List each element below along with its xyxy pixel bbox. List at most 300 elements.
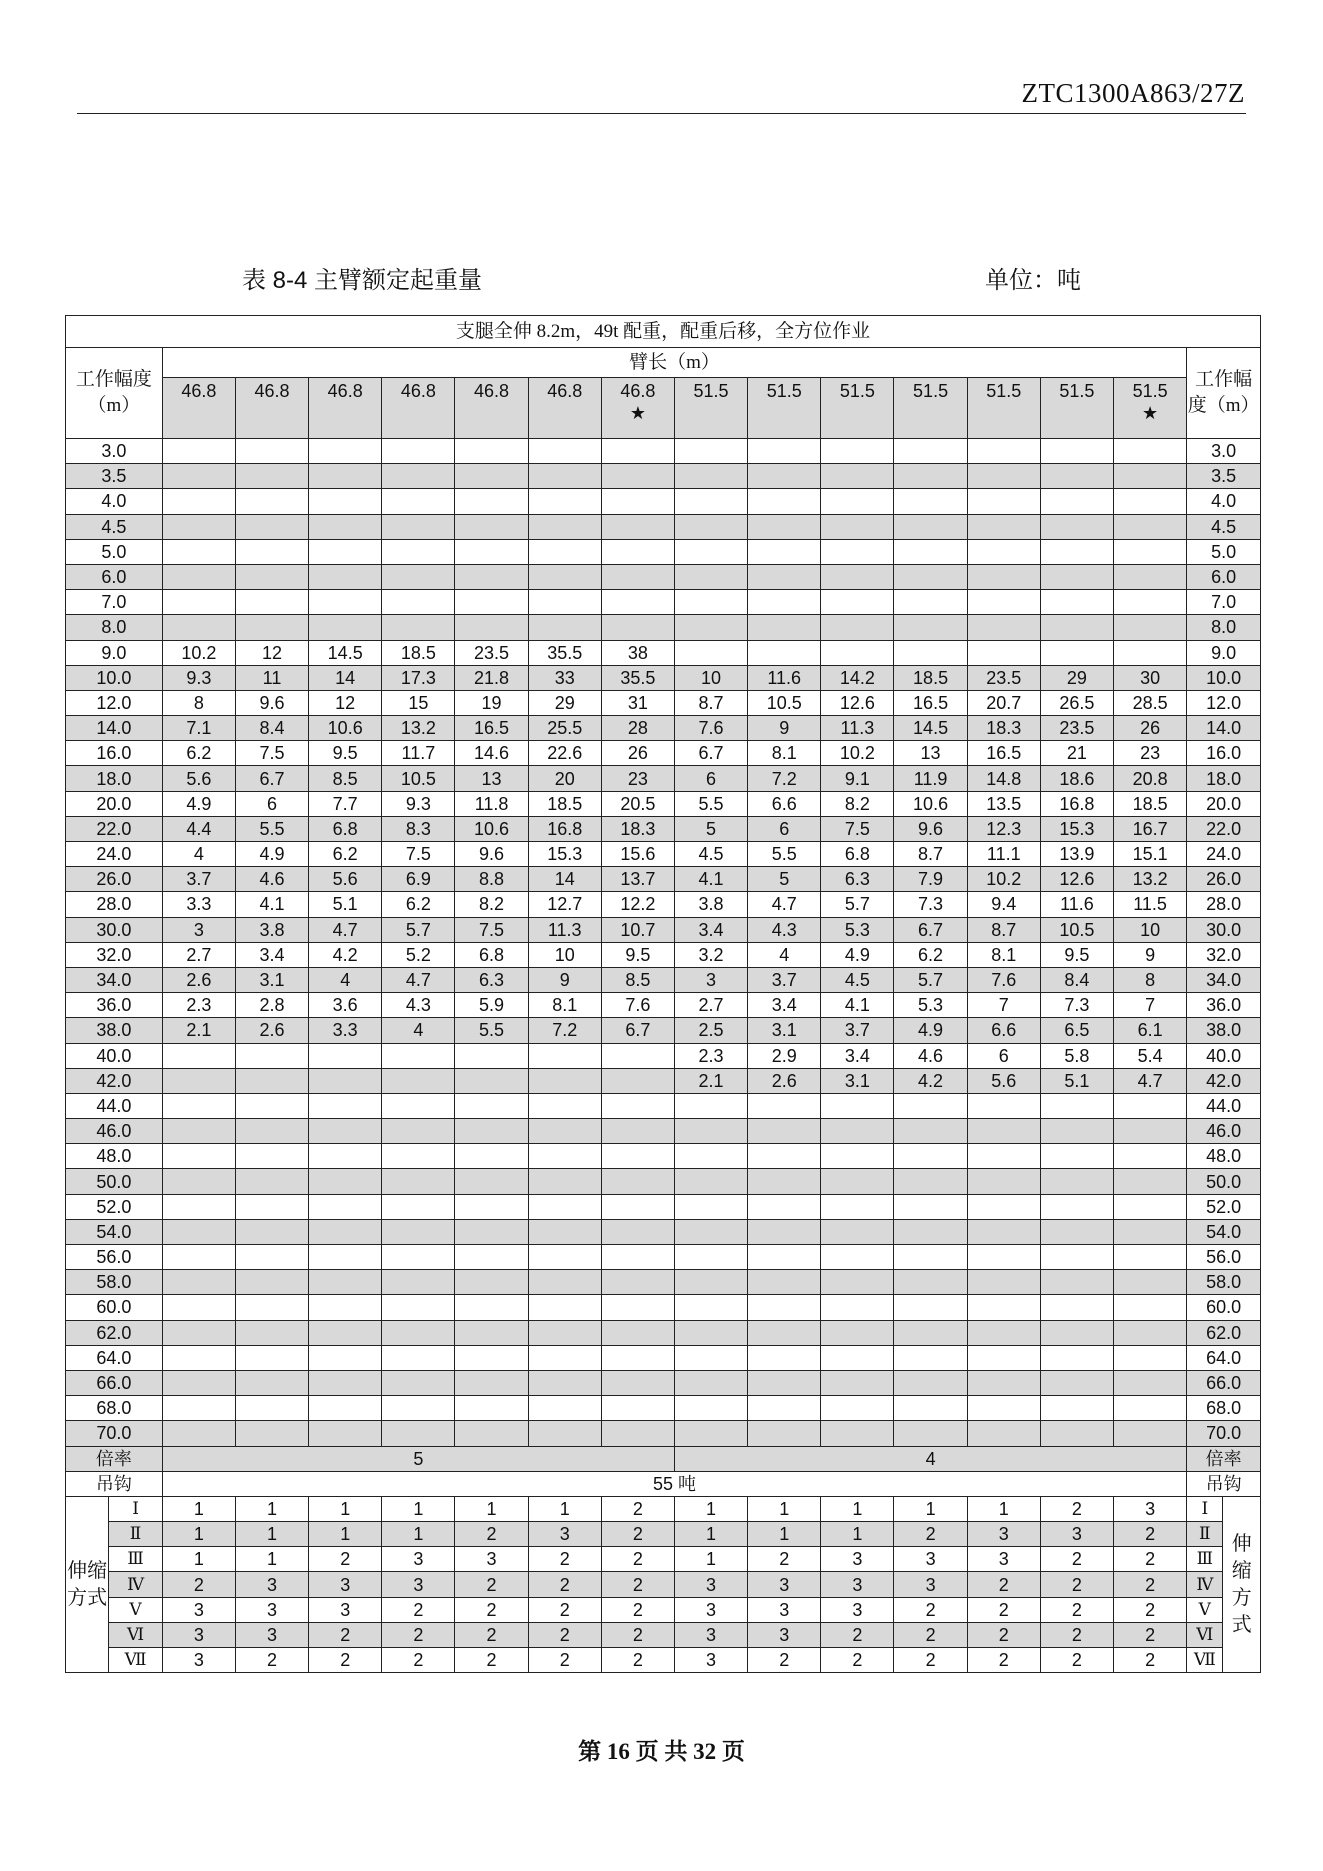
capacity-cell <box>162 1270 235 1295</box>
capacity-cell: 4.1 <box>821 993 894 1018</box>
radius-right: 7.0 <box>1187 590 1261 615</box>
capacity-cell: 23 <box>1114 741 1187 766</box>
capacity-cell <box>382 1144 455 1169</box>
capacity-cell <box>894 1320 967 1345</box>
capacity-cell <box>894 1169 967 1194</box>
telescoping-cell: 2 <box>1114 1648 1187 1673</box>
radius-left: 30.0 <box>66 917 163 942</box>
capacity-cell: 2.1 <box>162 1018 235 1043</box>
telescoping-cell: 1 <box>674 1496 747 1521</box>
capacity-row <box>66 1194 1261 1219</box>
radius-right: 40.0 <box>1187 1043 1261 1068</box>
capacity-cell <box>528 514 601 539</box>
section-numeral-right: Ⅳ <box>1187 1572 1223 1597</box>
capacity-cell <box>235 439 308 464</box>
boom-length-cell <box>821 378 894 439</box>
radius-left: 26.0 <box>66 867 163 892</box>
capacity-cell <box>528 1421 601 1446</box>
capacity-cell: 3.1 <box>235 967 308 992</box>
capacity-cell <box>894 1144 967 1169</box>
radius-right: 9.0 <box>1187 640 1261 665</box>
capacity-cell <box>1114 1370 1187 1395</box>
capacity-cell <box>528 1320 601 1345</box>
telescoping-cell: 2 <box>528 1547 601 1572</box>
capacity-cell <box>748 1219 821 1244</box>
capacity-cell <box>235 1370 308 1395</box>
telescoping-cell: 3 <box>528 1522 601 1547</box>
capacity-cell: 3.1 <box>821 1068 894 1093</box>
capacity-cell <box>382 439 455 464</box>
capacity-cell: 6 <box>748 816 821 841</box>
capacity-cell: 7.5 <box>382 842 455 867</box>
capacity-cell: 28 <box>601 716 674 741</box>
capacity-cell <box>309 590 382 615</box>
boom-length-cell <box>967 378 1040 439</box>
capacity-cell <box>455 489 528 514</box>
capacity-cell: 6.1 <box>1114 1018 1187 1043</box>
capacity-cell: 18.5 <box>894 665 967 690</box>
capacity-cell: 21 <box>1040 741 1113 766</box>
radius-right: 8.0 <box>1187 615 1261 640</box>
boom-length-value: 51.5 <box>986 381 1022 401</box>
capacity-cell <box>601 615 674 640</box>
capacity-cell: 29 <box>1040 665 1113 690</box>
capacity-cell: 8.4 <box>235 716 308 741</box>
capacity-cell <box>821 1345 894 1370</box>
capacity-cell <box>455 1270 528 1295</box>
capacity-cell <box>674 615 747 640</box>
capacity-cell: 5.5 <box>235 816 308 841</box>
capacity-cell <box>1040 539 1113 564</box>
capacity-cell <box>235 1093 308 1118</box>
capacity-cell <box>528 590 601 615</box>
telescoping-cell: 2 <box>235 1648 308 1673</box>
capacity-cell: 13.9 <box>1040 842 1113 867</box>
capacity-cell <box>674 539 747 564</box>
capacity-cell: 7.3 <box>1040 993 1113 1018</box>
capacity-cell <box>967 539 1040 564</box>
radius-right: 22.0 <box>1187 816 1261 841</box>
radius-left: 52.0 <box>66 1194 163 1219</box>
capacity-cell: 9.3 <box>382 791 455 816</box>
telescoping-cell: 2 <box>601 1622 674 1647</box>
capacity-cell: 3.8 <box>674 892 747 917</box>
capacity-cell <box>455 1093 528 1118</box>
capacity-cell <box>674 1119 747 1144</box>
capacity-cell <box>162 564 235 589</box>
capacity-cell <box>309 539 382 564</box>
capacity-cell: 35.5 <box>528 640 601 665</box>
capacity-cell <box>894 640 967 665</box>
capacity-cell <box>528 1119 601 1144</box>
capacity-cell <box>235 1169 308 1194</box>
capacity-cell <box>674 1169 747 1194</box>
boom-length-value: 51.5 <box>1059 381 1095 401</box>
capacity-cell: 10.2 <box>162 640 235 665</box>
capacity-cell <box>235 1396 308 1421</box>
capacity-cell: 9 <box>1114 942 1187 967</box>
boom-length-value: 46.8 <box>620 381 656 401</box>
telescoping-cell: 2 <box>309 1622 382 1647</box>
capacity-cell: 15.3 <box>1040 816 1113 841</box>
capacity-cell <box>967 1270 1040 1295</box>
capacity-row <box>66 690 1261 715</box>
capacity-cell <box>748 1270 821 1295</box>
capacity-cell <box>674 1219 747 1244</box>
capacity-cell <box>235 1320 308 1345</box>
telescoping-cell: 2 <box>382 1648 455 1673</box>
radius-left: 22.0 <box>66 816 163 841</box>
telescoping-cell: 2 <box>528 1572 601 1597</box>
capacity-cell <box>455 1245 528 1270</box>
capacity-cell: 7.5 <box>235 741 308 766</box>
capacity-cell <box>674 1144 747 1169</box>
capacity-row <box>66 716 1261 741</box>
capacity-cell: 5.5 <box>455 1018 528 1043</box>
capacity-cell <box>455 564 528 589</box>
capacity-row <box>66 1219 1261 1244</box>
radius-left: 58.0 <box>66 1270 163 1295</box>
telescoping-cell: 3 <box>309 1597 382 1622</box>
capacity-cell <box>748 1345 821 1370</box>
telescoping-cell: 1 <box>235 1522 308 1547</box>
telescoping-cell: 2 <box>821 1648 894 1673</box>
capacity-cell <box>235 564 308 589</box>
capacity-cell <box>601 1219 674 1244</box>
capacity-cell <box>382 1370 455 1395</box>
telescoping-cell: 1 <box>748 1522 821 1547</box>
capacity-cell: 16.8 <box>1040 791 1113 816</box>
capacity-cell <box>601 514 674 539</box>
capacity-cell <box>309 1093 382 1118</box>
telescoping-row <box>66 1547 1261 1572</box>
radius-left: 28.0 <box>66 892 163 917</box>
telescoping-cell: 3 <box>894 1572 967 1597</box>
capacity-cell <box>601 1421 674 1446</box>
section-numeral-right: Ⅴ <box>1187 1597 1223 1622</box>
capacity-cell <box>1114 1169 1187 1194</box>
capacity-cell <box>162 1043 235 1068</box>
capacity-cell <box>382 564 455 589</box>
reeving-row <box>66 1446 1261 1471</box>
telescoping-cell: 1 <box>162 1496 235 1521</box>
radius-right: 44.0 <box>1187 1093 1261 1118</box>
radius-left: 20.0 <box>66 791 163 816</box>
capacity-cell: 4.1 <box>674 867 747 892</box>
capacity-cell: 5.4 <box>1114 1043 1187 1068</box>
capacity-cell <box>1114 1421 1187 1446</box>
capacity-cell <box>894 1421 967 1446</box>
capacity-cell: 6.3 <box>821 867 894 892</box>
capacity-row <box>66 1370 1261 1395</box>
capacity-cell <box>309 1345 382 1370</box>
boom-length-value: 51.5 <box>693 381 729 401</box>
capacity-cell <box>1040 1421 1113 1446</box>
capacity-cell <box>674 1245 747 1270</box>
capacity-cell: 4.3 <box>382 993 455 1018</box>
capacity-cell <box>674 514 747 539</box>
capacity-cell <box>894 590 967 615</box>
radius-left: 54.0 <box>66 1219 163 1244</box>
section-numeral-right: Ⅱ <box>1187 1522 1223 1547</box>
capacity-cell: 2.6 <box>235 1018 308 1043</box>
capacity-cell <box>235 1219 308 1244</box>
capacity-cell: 9.5 <box>309 741 382 766</box>
radius-right: 4.5 <box>1187 514 1261 539</box>
capacity-cell: 35.5 <box>601 665 674 690</box>
capacity-cell: 8.2 <box>455 892 528 917</box>
capacity-cell <box>1114 1396 1187 1421</box>
capacity-cell <box>967 1245 1040 1270</box>
telescoping-cell: 2 <box>455 1522 528 1547</box>
capacity-cell <box>235 615 308 640</box>
capacity-cell: 4.7 <box>1114 1068 1187 1093</box>
capacity-cell <box>235 1119 308 1144</box>
section-numeral-right: Ⅵ <box>1187 1622 1223 1647</box>
radius-right: 10.0 <box>1187 665 1261 690</box>
capacity-row <box>66 867 1261 892</box>
capacity-cell: 10 <box>674 665 747 690</box>
telescoping-cell: 3 <box>967 1522 1040 1547</box>
capacity-cell <box>748 1320 821 1345</box>
capacity-cell <box>894 1345 967 1370</box>
capacity-cell: 6.7 <box>235 766 308 791</box>
capacity-row <box>66 766 1261 791</box>
capacity-cell: 3.1 <box>748 1018 821 1043</box>
capacity-cell <box>235 1295 308 1320</box>
capacity-row <box>66 514 1261 539</box>
capacity-cell <box>821 1169 894 1194</box>
radius-right: 42.0 <box>1187 1068 1261 1093</box>
capacity-cell: 3.4 <box>821 1043 894 1068</box>
radius-left: 10.0 <box>66 665 163 690</box>
radius-right: 56.0 <box>1187 1245 1261 1270</box>
capacity-cell: 14.5 <box>309 640 382 665</box>
capacity-cell: 3.7 <box>162 867 235 892</box>
capacity-cell: 17.3 <box>382 665 455 690</box>
capacity-cell <box>601 1169 674 1194</box>
telescoping-cell: 3 <box>162 1648 235 1673</box>
boom-length-cell <box>235 378 308 439</box>
capacity-cell: 6.9 <box>382 867 455 892</box>
capacity-cell <box>235 590 308 615</box>
hook-label-left: 吊钩 <box>66 1471 163 1496</box>
capacity-cell <box>748 1370 821 1395</box>
telescoping-cell: 2 <box>1040 1496 1113 1521</box>
capacity-row <box>66 615 1261 640</box>
capacity-cell: 23.5 <box>455 640 528 665</box>
capacity-cell <box>528 539 601 564</box>
capacity-cell <box>1040 1396 1113 1421</box>
capacity-cell: 8.1 <box>528 993 601 1018</box>
capacity-cell <box>382 1421 455 1446</box>
capacity-cell: 3.7 <box>748 967 821 992</box>
capacity-cell: 13 <box>894 741 967 766</box>
telescoping-cell: 3 <box>674 1572 747 1597</box>
telescoping-cell: 1 <box>821 1522 894 1547</box>
radius-left: 38.0 <box>66 1018 163 1043</box>
section-numeral-left: Ⅶ <box>109 1648 162 1673</box>
capacity-cell: 10 <box>1114 917 1187 942</box>
section-numeral-right: Ⅶ <box>1187 1648 1223 1673</box>
radius-right: 50.0 <box>1187 1169 1261 1194</box>
capacity-cell: 5.8 <box>1040 1043 1113 1068</box>
radius-left: 68.0 <box>66 1396 163 1421</box>
capacity-cell <box>309 439 382 464</box>
capacity-cell <box>894 1219 967 1244</box>
capacity-cell <box>601 489 674 514</box>
capacity-cell <box>1040 1144 1113 1169</box>
telescoping-cell: 3 <box>674 1622 747 1647</box>
capacity-cell: 18.5 <box>528 791 601 816</box>
telescoping-cell: 2 <box>601 1597 674 1622</box>
boom-length-cell <box>748 378 821 439</box>
radius-right: 3.5 <box>1187 464 1261 489</box>
boom-length-value: 46.8 <box>181 381 217 401</box>
capacity-cell: 4.6 <box>235 867 308 892</box>
boom-header-row <box>66 348 1261 378</box>
telescoping-cell: 3 <box>1114 1496 1187 1521</box>
capacity-cell: 6.2 <box>894 942 967 967</box>
telescoping-cell: 2 <box>455 1597 528 1622</box>
telescoping-cell: 3 <box>821 1597 894 1622</box>
capacity-cell: 9.5 <box>601 942 674 967</box>
radius-right: 58.0 <box>1187 1270 1261 1295</box>
radius-right: 38.0 <box>1187 1018 1261 1043</box>
capacity-cell: 6.6 <box>748 791 821 816</box>
capacity-cell <box>1040 640 1113 665</box>
capacity-cell <box>894 1194 967 1219</box>
capacity-cell <box>821 590 894 615</box>
capacity-cell <box>674 564 747 589</box>
radius-left: 44.0 <box>66 1093 163 1118</box>
capacity-cell: 5.1 <box>309 892 382 917</box>
capacity-cell <box>309 1194 382 1219</box>
capacity-cell: 20.8 <box>1114 766 1187 791</box>
capacity-row <box>66 1144 1261 1169</box>
capacity-cell: 12.6 <box>821 690 894 715</box>
capacity-cell: 11.1 <box>967 842 1040 867</box>
capacity-cell <box>1040 590 1113 615</box>
radius-right: 52.0 <box>1187 1194 1261 1219</box>
capacity-row <box>66 1270 1261 1295</box>
radius-right: 30.0 <box>1187 917 1261 942</box>
capacity-cell <box>455 1169 528 1194</box>
capacity-cell: 7.2 <box>748 766 821 791</box>
radius-left: 5.0 <box>66 539 163 564</box>
capacity-cell: 6.2 <box>309 842 382 867</box>
boom-length-value: 51.5 <box>839 381 875 401</box>
capacity-cell: 4.3 <box>748 917 821 942</box>
capacity-cell <box>601 1144 674 1169</box>
telescoping-cell: 2 <box>894 1522 967 1547</box>
telescoping-cell: 3 <box>1040 1522 1113 1547</box>
telescoping-cell: 2 <box>748 1547 821 1572</box>
radius-left: 70.0 <box>66 1421 163 1446</box>
telescoping-cell: 1 <box>748 1496 821 1521</box>
capacity-cell <box>382 1396 455 1421</box>
capacity-cell: 16.7 <box>1114 816 1187 841</box>
radius-right: 36.0 <box>1187 993 1261 1018</box>
capacity-cell <box>309 1119 382 1144</box>
capacity-cell: 23 <box>601 766 674 791</box>
capacity-cell <box>894 489 967 514</box>
capacity-cell: 9.3 <box>162 665 235 690</box>
capacity-cell <box>528 1270 601 1295</box>
capacity-cell <box>748 439 821 464</box>
capacity-cell <box>382 514 455 539</box>
capacity-cell: 25.5 <box>528 716 601 741</box>
capacity-cell <box>455 1194 528 1219</box>
capacity-cell <box>455 1119 528 1144</box>
capacity-cell <box>821 489 894 514</box>
capacity-cell: 3.4 <box>235 942 308 967</box>
capacity-cell: 5.6 <box>162 766 235 791</box>
telescoping-cell: 2 <box>528 1648 601 1673</box>
capacity-cell <box>1114 464 1187 489</box>
capacity-cell <box>309 1219 382 1244</box>
capacity-cell: 11.9 <box>894 766 967 791</box>
telescoping-cell: 2 <box>748 1648 821 1673</box>
boom-length-cell <box>455 378 528 439</box>
capacity-cell: 4.2 <box>894 1068 967 1093</box>
capacity-cell: 8.7 <box>674 690 747 715</box>
radius-right: 60.0 <box>1187 1295 1261 1320</box>
boom-length-value: 51.5 <box>913 381 949 401</box>
capacity-cell <box>235 1043 308 1068</box>
telescoping-cell: 2 <box>821 1622 894 1647</box>
capacity-cell <box>235 514 308 539</box>
telescoping-cell: 2 <box>967 1572 1040 1597</box>
capacity-cell <box>967 1396 1040 1421</box>
capacity-cell: 18.5 <box>1114 791 1187 816</box>
capacity-cell: 5.9 <box>455 993 528 1018</box>
capacity-cell <box>748 1093 821 1118</box>
capacity-cell: 11 <box>235 665 308 690</box>
capacity-cell <box>162 1320 235 1345</box>
capacity-cell: 7 <box>1114 993 1187 1018</box>
boom-length-value: 51.5 <box>766 381 802 401</box>
capacity-cell: 11.6 <box>1040 892 1113 917</box>
capacity-cell <box>601 439 674 464</box>
capacity-cell <box>1040 1119 1113 1144</box>
telescoping-row <box>66 1597 1261 1622</box>
capacity-cell: 7.7 <box>309 791 382 816</box>
capacity-cell: 3 <box>674 967 747 992</box>
capacity-cell <box>674 590 747 615</box>
capacity-cell <box>382 1295 455 1320</box>
capacity-cell: 11.6 <box>748 665 821 690</box>
capacity-cell: 3.4 <box>748 993 821 1018</box>
capacity-cell <box>601 1194 674 1219</box>
capacity-cell <box>748 1396 821 1421</box>
capacity-cell <box>1040 1194 1113 1219</box>
capacity-row <box>66 489 1261 514</box>
capacity-cell <box>162 1345 235 1370</box>
telescoping-row <box>66 1572 1261 1597</box>
capacity-cell <box>1114 439 1187 464</box>
capacity-cell: 26 <box>1114 716 1187 741</box>
capacity-cell <box>1040 1320 1113 1345</box>
telescoping-cell: 3 <box>309 1572 382 1597</box>
telescoping-cell: 2 <box>1040 1572 1113 1597</box>
boom-length-cell <box>1114 378 1187 439</box>
telescoping-cell: 1 <box>309 1522 382 1547</box>
capacity-row <box>66 842 1261 867</box>
capacity-cell <box>382 615 455 640</box>
capacity-cell <box>382 1093 455 1118</box>
capacity-cell <box>674 1320 747 1345</box>
